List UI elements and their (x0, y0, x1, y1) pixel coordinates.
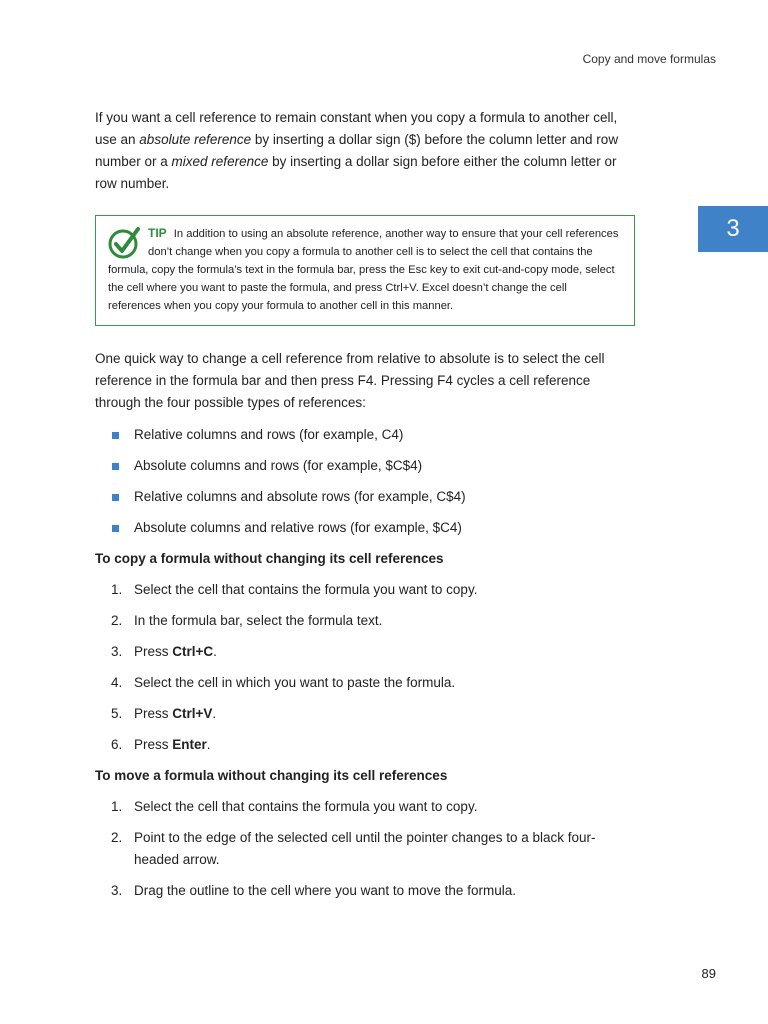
copy-procedure-heading: To copy a formula without changing its cell references (95, 551, 444, 566)
step-item: 3. Drag the outline to the cell where you want to move the formula. (111, 883, 516, 898)
f4-paragraph: One quick way to change a cell reference from relative to absolute is to select the cell reference in the formula bar and then press F4. Pressing F4 cycles a cell reference through the four possible types of references: (95, 351, 605, 410)
key-enter: Enter (172, 737, 207, 752)
bullet-square-icon (112, 525, 119, 532)
copy-procedure-steps (95, 579, 635, 756)
intro-text-1: If you want a cell reference to remain constant when you copy a formula to another cell, use an (95, 110, 618, 147)
chapter-tab (698, 206, 768, 252)
term-mixed-reference: mixed reference (171, 154, 269, 169)
intro-paragraph (95, 107, 635, 195)
step-item: 3. Press Ctrl+C. (111, 644, 217, 659)
move-procedure-heading: To move a formula without changing its cell references (95, 768, 448, 783)
page-number: 89 (701, 966, 716, 981)
list-item: Absolute columns and rows (for example, $C$4) (95, 455, 635, 477)
list-item: Relative columns and rows (for example, C4) (95, 424, 635, 446)
step-item: 2. Point to the edge of the selected cell until the pointer changes to a black four-headed arrow. (111, 830, 596, 867)
tip-label: TIP (148, 226, 167, 240)
step-item: 2. In the formula bar, select the formula text. (111, 613, 383, 628)
step-item: 6. Press Enter. (111, 737, 211, 752)
checkmark-icon (108, 224, 142, 260)
list-item: Absolute columns and relative rows (for example, $C4) (95, 517, 635, 539)
step-item: 4. Select the cell in which you want to paste the formula. (111, 675, 456, 690)
step-item: 5. Press Ctrl+V. (111, 706, 217, 721)
bullet-square-icon (112, 463, 119, 470)
term-absolute-reference: absolute reference (139, 132, 252, 147)
step-item: 1. Select the cell that contains the formula you want to copy. (111, 582, 478, 597)
key-ctrl-c: Ctrl+C (172, 644, 214, 659)
move-procedure-steps (95, 796, 635, 902)
reference-types-list (95, 424, 635, 539)
list-item: Relative columns and absolute rows (for example, C$4) (95, 486, 635, 508)
bullet-square-icon (112, 494, 119, 501)
key-ctrl-v: Ctrl+V (172, 706, 213, 721)
running-head: Copy and move formulas (582, 52, 716, 66)
intro-text-3: by inserting a dollar sign before either the column letter or row number. (95, 154, 617, 191)
tip-box (95, 215, 635, 326)
chapter-number: 3 (726, 215, 740, 242)
tip-text: In addition to using an absolute reference, another way to ensure that your cell references don’t change when you copy a formula to another cell is to select the cell that contains the formula, copy the formula’s text in the formula bar, press the Esc key to exit cut-and-copy mode, select the cell where you want to paste the formula, and press Ctrl+V. Excel doesn’t change the cell references when you copy your formula to another cell in this manner. (108, 228, 619, 312)
page-content (95, 107, 635, 911)
intro-text-2: by inserting a dollar sign ($) before the column letter and row number or a (95, 132, 619, 169)
step-item: 1. Select the cell that contains the formula you want to copy. (111, 799, 478, 814)
bullet-square-icon (112, 432, 119, 439)
